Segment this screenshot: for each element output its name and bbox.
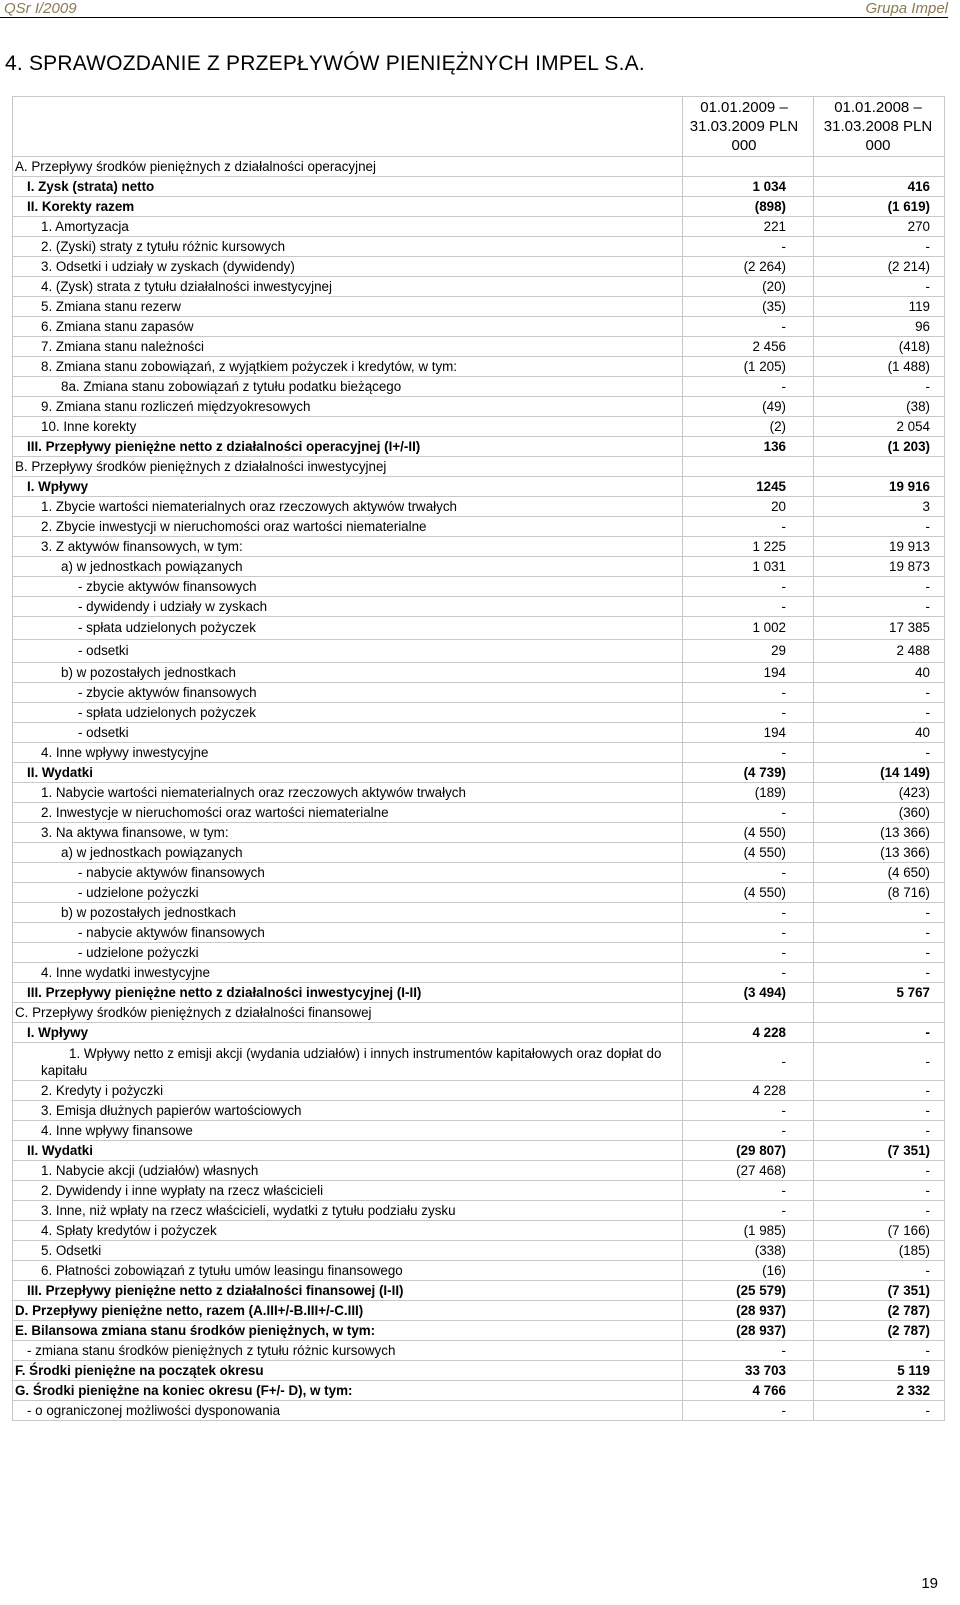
value-2008: (2 787) (814, 1301, 945, 1321)
value-2008: - (814, 1261, 945, 1281)
value-2009: 29 (683, 640, 814, 663)
row-label: - udzielone pożyczki (13, 943, 683, 963)
table-row (13, 743, 945, 763)
cash-flow-table (12, 96, 945, 1421)
row-label: 5. Zmiana stanu rezerw (13, 297, 683, 317)
row-label: - nabycie aktywów finansowych (13, 923, 683, 943)
value-2009: 1 034 (683, 177, 814, 197)
row-label: 4. Spłaty kredytów i pożyczek (13, 1221, 683, 1241)
value-2009: 1 002 (683, 617, 814, 640)
row-label: E. Bilansowa zmiana stanu środków pieniężnych, w tym: (13, 1321, 683, 1341)
value-2008: 416 (814, 177, 945, 197)
table-row (13, 257, 945, 277)
table-row (13, 557, 945, 577)
value-2008: - (814, 923, 945, 943)
table-row (13, 577, 945, 597)
value-2009 (683, 1003, 814, 1023)
value-2009: (4 739) (683, 763, 814, 783)
row-label: 7. Zmiana stanu należności (13, 337, 683, 357)
value-2008: 2 332 (814, 1381, 945, 1401)
period-2008-header: 01.01.2008 – 31.03.2008 PLN 000 (814, 97, 945, 157)
row-label: 1. Zbycie wartości niematerialnych oraz rzeczowych aktywów trwałych (13, 497, 683, 517)
value-2008: (13 366) (814, 823, 945, 843)
row-label: 1. Amortyzacja (13, 217, 683, 237)
table-row (13, 943, 945, 963)
row-label: III. Przepływy pieniężne netto z działalności operacyjnej (I+/-II) (13, 437, 683, 457)
table-row (13, 1221, 945, 1241)
row-label: 1. Nabycie wartości niematerialnych oraz rzeczowych aktywów trwałych (13, 783, 683, 803)
table-row (13, 763, 945, 783)
table-row (13, 640, 945, 663)
table-row (13, 1003, 945, 1023)
row-label: I. Zysk (strata) netto (13, 177, 683, 197)
table-row (13, 903, 945, 923)
value-2008 (814, 457, 945, 477)
value-2008: (8 716) (814, 883, 945, 903)
table-row (13, 1201, 945, 1221)
value-2009: 1245 (683, 477, 814, 497)
value-2009: - (683, 577, 814, 597)
value-2009: - (683, 943, 814, 963)
value-2008: (7 351) (814, 1281, 945, 1301)
value-2009: 2 456 (683, 337, 814, 357)
row-label: 4. Inne wpływy finansowe (13, 1121, 683, 1141)
value-2008: - (814, 1043, 945, 1081)
value-2009: (189) (683, 783, 814, 803)
value-2009: (35) (683, 297, 814, 317)
value-2009: 4 228 (683, 1023, 814, 1043)
table-row (13, 863, 945, 883)
value-2008: 96 (814, 317, 945, 337)
column-header-row (13, 97, 945, 157)
value-2008: 3 (814, 497, 945, 517)
value-2008: (1 203) (814, 437, 945, 457)
value-2008: (38) (814, 397, 945, 417)
table-row (13, 683, 945, 703)
table-row (13, 923, 945, 943)
row-label: 4. Inne wydatki inwestycyjne (13, 963, 683, 983)
row-label: III. Przepływy pieniężne netto z działalności inwestycyjnej (I-II) (13, 983, 683, 1003)
value-2008: 5 119 (814, 1361, 945, 1381)
value-2009: - (683, 743, 814, 763)
value-2008: - (814, 1023, 945, 1043)
row-label: 3. Odsetki i udziały w zyskach (dywidendy) (13, 257, 683, 277)
table-row (13, 337, 945, 357)
table-row (13, 1261, 945, 1281)
value-2008: - (814, 377, 945, 397)
table-row (13, 663, 945, 683)
table-row (13, 783, 945, 803)
value-2008: - (814, 1181, 945, 1201)
company-name: Grupa Impel (865, 0, 948, 17)
row-label: A. Przepływy środków pieniężnych z działalności operacyjnej (13, 157, 683, 177)
value-2008: - (814, 517, 945, 537)
value-2008: (2 214) (814, 257, 945, 277)
value-2008: - (814, 1401, 945, 1421)
value-2008: (1 488) (814, 357, 945, 377)
table-row (13, 1241, 945, 1261)
table-row (13, 823, 945, 843)
row-label: G. Środki pieniężne na koniec okresu (F+/- D), w tym: (13, 1381, 683, 1401)
value-2008: 5 767 (814, 983, 945, 1003)
value-2008: (418) (814, 337, 945, 357)
row-label: a) w jednostkach powiązanych (13, 557, 683, 577)
value-2009: 4 228 (683, 1081, 814, 1101)
value-2008: 40 (814, 663, 945, 683)
value-2009: (27 468) (683, 1161, 814, 1181)
table-row (13, 1401, 945, 1421)
value-2008: (14 149) (814, 763, 945, 783)
row-label: 2. Kredyty i pożyczki (13, 1081, 683, 1101)
value-2009: - (683, 803, 814, 823)
value-2009: - (683, 1401, 814, 1421)
table-row (13, 803, 945, 823)
value-2009: - (683, 1043, 814, 1081)
value-2009: (3 494) (683, 983, 814, 1003)
table-row (13, 883, 945, 903)
value-2008: - (814, 1101, 945, 1121)
row-label: II. Wydatki (13, 763, 683, 783)
row-label: - odsetki (13, 640, 683, 663)
row-label: F. Środki pieniężne na początek okresu (13, 1361, 683, 1381)
value-2009: 1 031 (683, 557, 814, 577)
value-2008: (7 166) (814, 1221, 945, 1241)
value-2009: - (683, 963, 814, 983)
table-row (13, 597, 945, 617)
value-2009: - (683, 1341, 814, 1361)
value-2008: - (814, 903, 945, 923)
value-2009: - (683, 1101, 814, 1121)
value-2008: (13 366) (814, 843, 945, 863)
table-row (13, 197, 945, 217)
value-2009: 20 (683, 497, 814, 517)
row-label: - udzielone pożyczki (13, 883, 683, 903)
table-row (13, 217, 945, 237)
table-row (13, 297, 945, 317)
table-row (13, 1101, 945, 1121)
row-label: - spłata udzielonych pożyczek (13, 617, 683, 640)
table-row (13, 437, 945, 457)
value-2009: 1 225 (683, 537, 814, 557)
table-row (13, 1141, 945, 1161)
value-2008: - (814, 743, 945, 763)
row-label: - odsetki (13, 723, 683, 743)
value-2009: - (683, 683, 814, 703)
table-row (13, 317, 945, 337)
row-label: 2. (Zyski) straty z tytułu różnic kursowych (13, 237, 683, 257)
table-row (13, 1321, 945, 1341)
table-row (13, 1023, 945, 1043)
value-2008: - (814, 1081, 945, 1101)
row-label: - o ograniczonej możliwości dysponowania (13, 1401, 683, 1421)
row-label: 3. Emisja dłużnych papierów wartościowych (13, 1101, 683, 1121)
table-row (13, 1341, 945, 1361)
value-2009: (16) (683, 1261, 814, 1281)
row-label: 4. Inne wpływy inwestycyjne (13, 743, 683, 763)
table-row (13, 723, 945, 743)
label-column-header (13, 97, 683, 157)
value-2008: - (814, 683, 945, 703)
value-2008 (814, 1003, 945, 1023)
row-label: 3. Inne, niż wpłaty na rzecz właścicieli, wydatki z tytułu podziału zysku (13, 1201, 683, 1221)
value-2009: (898) (683, 197, 814, 217)
value-2008 (814, 157, 945, 177)
row-label: B. Przepływy środków pieniężnych z działalności inwestycyjnej (13, 457, 683, 477)
row-label: b) w pozostałych jednostkach (13, 663, 683, 683)
table-row (13, 517, 945, 537)
table-row (13, 457, 945, 477)
value-2008: (423) (814, 783, 945, 803)
value-2009: - (683, 1121, 814, 1141)
row-label: a) w jednostkach powiązanych (13, 843, 683, 863)
value-2008: - (814, 1121, 945, 1141)
row-label: 6. Płatności zobowiązań z tytułu umów leasingu finansowego (13, 1261, 683, 1281)
value-2008: 270 (814, 217, 945, 237)
value-2009: - (683, 597, 814, 617)
value-2009: 33 703 (683, 1361, 814, 1381)
table-row (13, 277, 945, 297)
table-row (13, 1381, 945, 1401)
value-2009: (29 807) (683, 1141, 814, 1161)
row-label: 2. Zbycie inwestycji w nieruchomości oraz wartości niematerialne (13, 517, 683, 537)
value-2009: (4 550) (683, 883, 814, 903)
row-label: 8a. Zmiana stanu zobowiązań z tytułu podatku bieżącego (13, 377, 683, 397)
table-row (13, 157, 945, 177)
row-label: - zbycie aktywów finansowych (13, 577, 683, 597)
table-row (13, 397, 945, 417)
value-2009: (4 550) (683, 843, 814, 863)
value-2009: (28 937) (683, 1321, 814, 1341)
value-2009: - (683, 237, 814, 257)
row-label: 2. Inwestycje w nieruchomości oraz wartości niematerialne (13, 803, 683, 823)
value-2009: 194 (683, 723, 814, 743)
row-label: C. Przepływy środków pieniężnych z działalności finansowej (13, 1003, 683, 1023)
value-2008: - (814, 1341, 945, 1361)
row-label: 6. Zmiana stanu zapasów (13, 317, 683, 337)
value-2009: 4 766 (683, 1381, 814, 1401)
table-row (13, 617, 945, 640)
row-label: - spłata udzielonych pożyczek (13, 703, 683, 723)
row-label: 1. Wpływy netto z emisji akcji (wydania udziałów) i innych instrumentów kapitałowych oraz dopłat do kapitału (13, 1043, 683, 1081)
value-2008: 17 385 (814, 617, 945, 640)
value-2008: - (814, 577, 945, 597)
table-row (13, 703, 945, 723)
table-row (13, 1161, 945, 1181)
value-2009: - (683, 377, 814, 397)
row-label: - dywidendy i udziały w zyskach (13, 597, 683, 617)
row-label: 5. Odsetki (13, 1241, 683, 1261)
row-label: - nabycie aktywów finansowych (13, 863, 683, 883)
value-2008: - (814, 943, 945, 963)
page-title: 4. SPRAWOZDANIE Z PRZEPŁYWÓW PIENIĘŻNYCH IMPEL S.A. (5, 52, 645, 75)
table-row (13, 1121, 945, 1141)
value-2008: 2 054 (814, 417, 945, 437)
table-row (13, 537, 945, 557)
row-label: - zbycie aktywów finansowych (13, 683, 683, 703)
table-row (13, 417, 945, 437)
value-2008: (2 787) (814, 1321, 945, 1341)
value-2008: 119 (814, 297, 945, 317)
value-2008: - (814, 277, 945, 297)
value-2009: (338) (683, 1241, 814, 1261)
row-label: 1. Nabycie akcji (udziałów) własnych (13, 1161, 683, 1181)
value-2009: (2 264) (683, 257, 814, 277)
table-row (13, 983, 945, 1003)
table-row (13, 1281, 945, 1301)
value-2009: - (683, 517, 814, 537)
value-2009: - (683, 903, 814, 923)
row-label: b) w pozostałych jednostkach (13, 903, 683, 923)
value-2009: 136 (683, 437, 814, 457)
row-label: 9. Zmiana stanu rozliczeń międzyokresowych (13, 397, 683, 417)
value-2009: - (683, 317, 814, 337)
table-row (13, 963, 945, 983)
value-2009: (4 550) (683, 823, 814, 843)
value-2008: (185) (814, 1241, 945, 1261)
value-2008: - (814, 1201, 945, 1221)
page-header (0, 0, 960, 18)
value-2009: (1 205) (683, 357, 814, 377)
value-2009: - (683, 923, 814, 943)
value-2008: 2 488 (814, 640, 945, 663)
table-row (13, 237, 945, 257)
table-row (13, 477, 945, 497)
table-row (13, 1301, 945, 1321)
value-2008: - (814, 963, 945, 983)
value-2009: (49) (683, 397, 814, 417)
row-label: III. Przepływy pieniężne netto z działalności finansowej (I-II) (13, 1281, 683, 1301)
table-row (13, 377, 945, 397)
value-2009: 194 (683, 663, 814, 683)
value-2008: 40 (814, 723, 945, 743)
value-2008: 19 913 (814, 537, 945, 557)
row-label: 3. Z aktywów finansowych, w tym: (13, 537, 683, 557)
row-label: 8. Zmiana stanu zobowiązań, z wyjątkiem pożyczek i kredytów, w tym: (13, 357, 683, 377)
row-label: 4. (Zysk) strata z tytułu działalności inwestycyjnej (13, 277, 683, 297)
value-2008: (4 650) (814, 863, 945, 883)
value-2009: - (683, 863, 814, 883)
row-label: 2. Dywidendy i inne wypłaty na rzecz właścicieli (13, 1181, 683, 1201)
value-2008: - (814, 1161, 945, 1181)
row-label: 3. Na aktywa finansowe, w tym: (13, 823, 683, 843)
table-row (13, 177, 945, 197)
page-number: 19 (921, 1575, 938, 1592)
value-2009: - (683, 1201, 814, 1221)
value-2008: (7 351) (814, 1141, 945, 1161)
table-row (13, 1043, 945, 1081)
header-divider (0, 17, 948, 18)
table-row (13, 357, 945, 377)
report-name: QSr I/2009 (4, 0, 77, 17)
table-row (13, 1181, 945, 1201)
period-2009-header: 01.01.2009 – 31.03.2009 PLN 000 (683, 97, 814, 157)
table-row (13, 1361, 945, 1381)
value-2009: - (683, 1181, 814, 1201)
table-row (13, 1081, 945, 1101)
value-2008: - (814, 597, 945, 617)
table-row (13, 497, 945, 517)
row-label: II. Korekty razem (13, 197, 683, 217)
value-2008: - (814, 237, 945, 257)
value-2008: (360) (814, 803, 945, 823)
value-2008: - (814, 703, 945, 723)
value-2009: 221 (683, 217, 814, 237)
value-2009 (683, 457, 814, 477)
value-2008: (1 619) (814, 197, 945, 217)
value-2009: - (683, 703, 814, 723)
value-2009 (683, 157, 814, 177)
value-2009: (25 579) (683, 1281, 814, 1301)
row-label: - zmiana stanu środków pieniężnych z tytułu różnic kursowych (13, 1341, 683, 1361)
row-label: 10. Inne korekty (13, 417, 683, 437)
value-2009: (28 937) (683, 1301, 814, 1321)
row-label: D. Przepływy pieniężne netto, razem (A.III+/-B.III+/-C.III) (13, 1301, 683, 1321)
table-row (13, 843, 945, 863)
row-label: II. Wydatki (13, 1141, 683, 1161)
value-2008: 19 916 (814, 477, 945, 497)
row-label: I. Wpływy (13, 477, 683, 497)
value-2009: (1 985) (683, 1221, 814, 1241)
value-2008: 19 873 (814, 557, 945, 577)
row-label: I. Wpływy (13, 1023, 683, 1043)
value-2009: (2) (683, 417, 814, 437)
value-2009: (20) (683, 277, 814, 297)
